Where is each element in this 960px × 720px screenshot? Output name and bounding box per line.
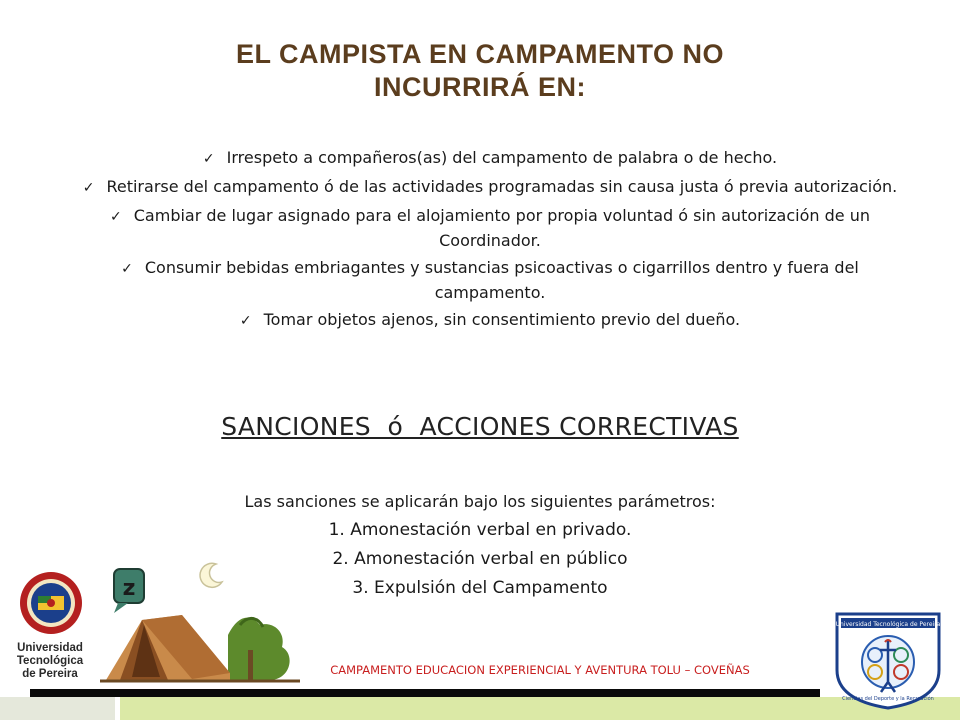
page-title	[0, 38, 960, 104]
title-line-2: INCURRIRÁ EN:	[374, 72, 586, 102]
footer-bar	[30, 689, 820, 697]
check-mark-icon: ✓	[202, 151, 215, 167]
rule-text: Irrespeto a compañeros(as) del campamento de palabra o de hecho.	[226, 148, 778, 167]
university-name-line: de Pereira	[22, 668, 78, 680]
university-name-line: Tecnológica	[16, 655, 84, 667]
list-item	[70, 175, 910, 200]
moon-icon	[196, 560, 226, 590]
sports-faculty-badge	[833, 610, 943, 710]
list-item	[70, 308, 910, 333]
sanction-item: 3. Expulsión del Campamento	[352, 578, 608, 598]
badge-top-text: Universidad Tecnológica de Pereira	[835, 621, 941, 628]
rule-text: Consumir bebidas embriagantes y sustancias psicoactivas o cigarrillos dentro y fuera del campamento.	[144, 258, 859, 302]
university-seal-icon	[18, 570, 84, 636]
sanctions-intro: Las sanciones se aplicarán bajo los siguientes parámetros:	[244, 492, 716, 511]
badge-arc-text: Ciencias del Deporte y la Recreación	[842, 696, 934, 702]
sanction-item: 2. Amonestación verbal en público	[332, 549, 628, 569]
list-item	[70, 146, 910, 171]
footer-text: CAMPAMENTO EDUCACION EXPERIENCIAL Y AVENTURA TOLU – COVEÑAS	[330, 663, 750, 677]
check-mark-icon: ✓	[239, 313, 252, 329]
check-mark-icon: ✓	[121, 261, 133, 277]
rule-text: Tomar objetos ajenos, sin consentimiento previo del dueño.	[263, 310, 741, 329]
title-line-1: EL CAMPISTA EN CAMPAMENTO NO	[235, 39, 725, 69]
rules-list	[70, 146, 910, 337]
rule-text: Retirarse del campamento ó de las actividades programadas sin causa justa ó previa autorización.	[106, 177, 898, 196]
rule-text: Cambiar de lugar asignado para el alojamiento por propia voluntad ó sin autorización de un Coordinador.	[133, 206, 870, 250]
check-mark-icon: ✓	[82, 180, 95, 196]
svg-text:z: z	[122, 576, 136, 601]
sanctions-heading: SANCIONES ó ACCIONES CORRECTIVAS	[221, 412, 739, 441]
check-mark-icon: ✓	[110, 209, 122, 225]
list-item	[70, 204, 910, 252]
list-item	[70, 256, 910, 304]
university-name-line: Universidad	[17, 642, 83, 654]
footer-band-left	[0, 697, 115, 720]
sanction-item: 1. Amonestación verbal en privado.	[328, 520, 632, 540]
